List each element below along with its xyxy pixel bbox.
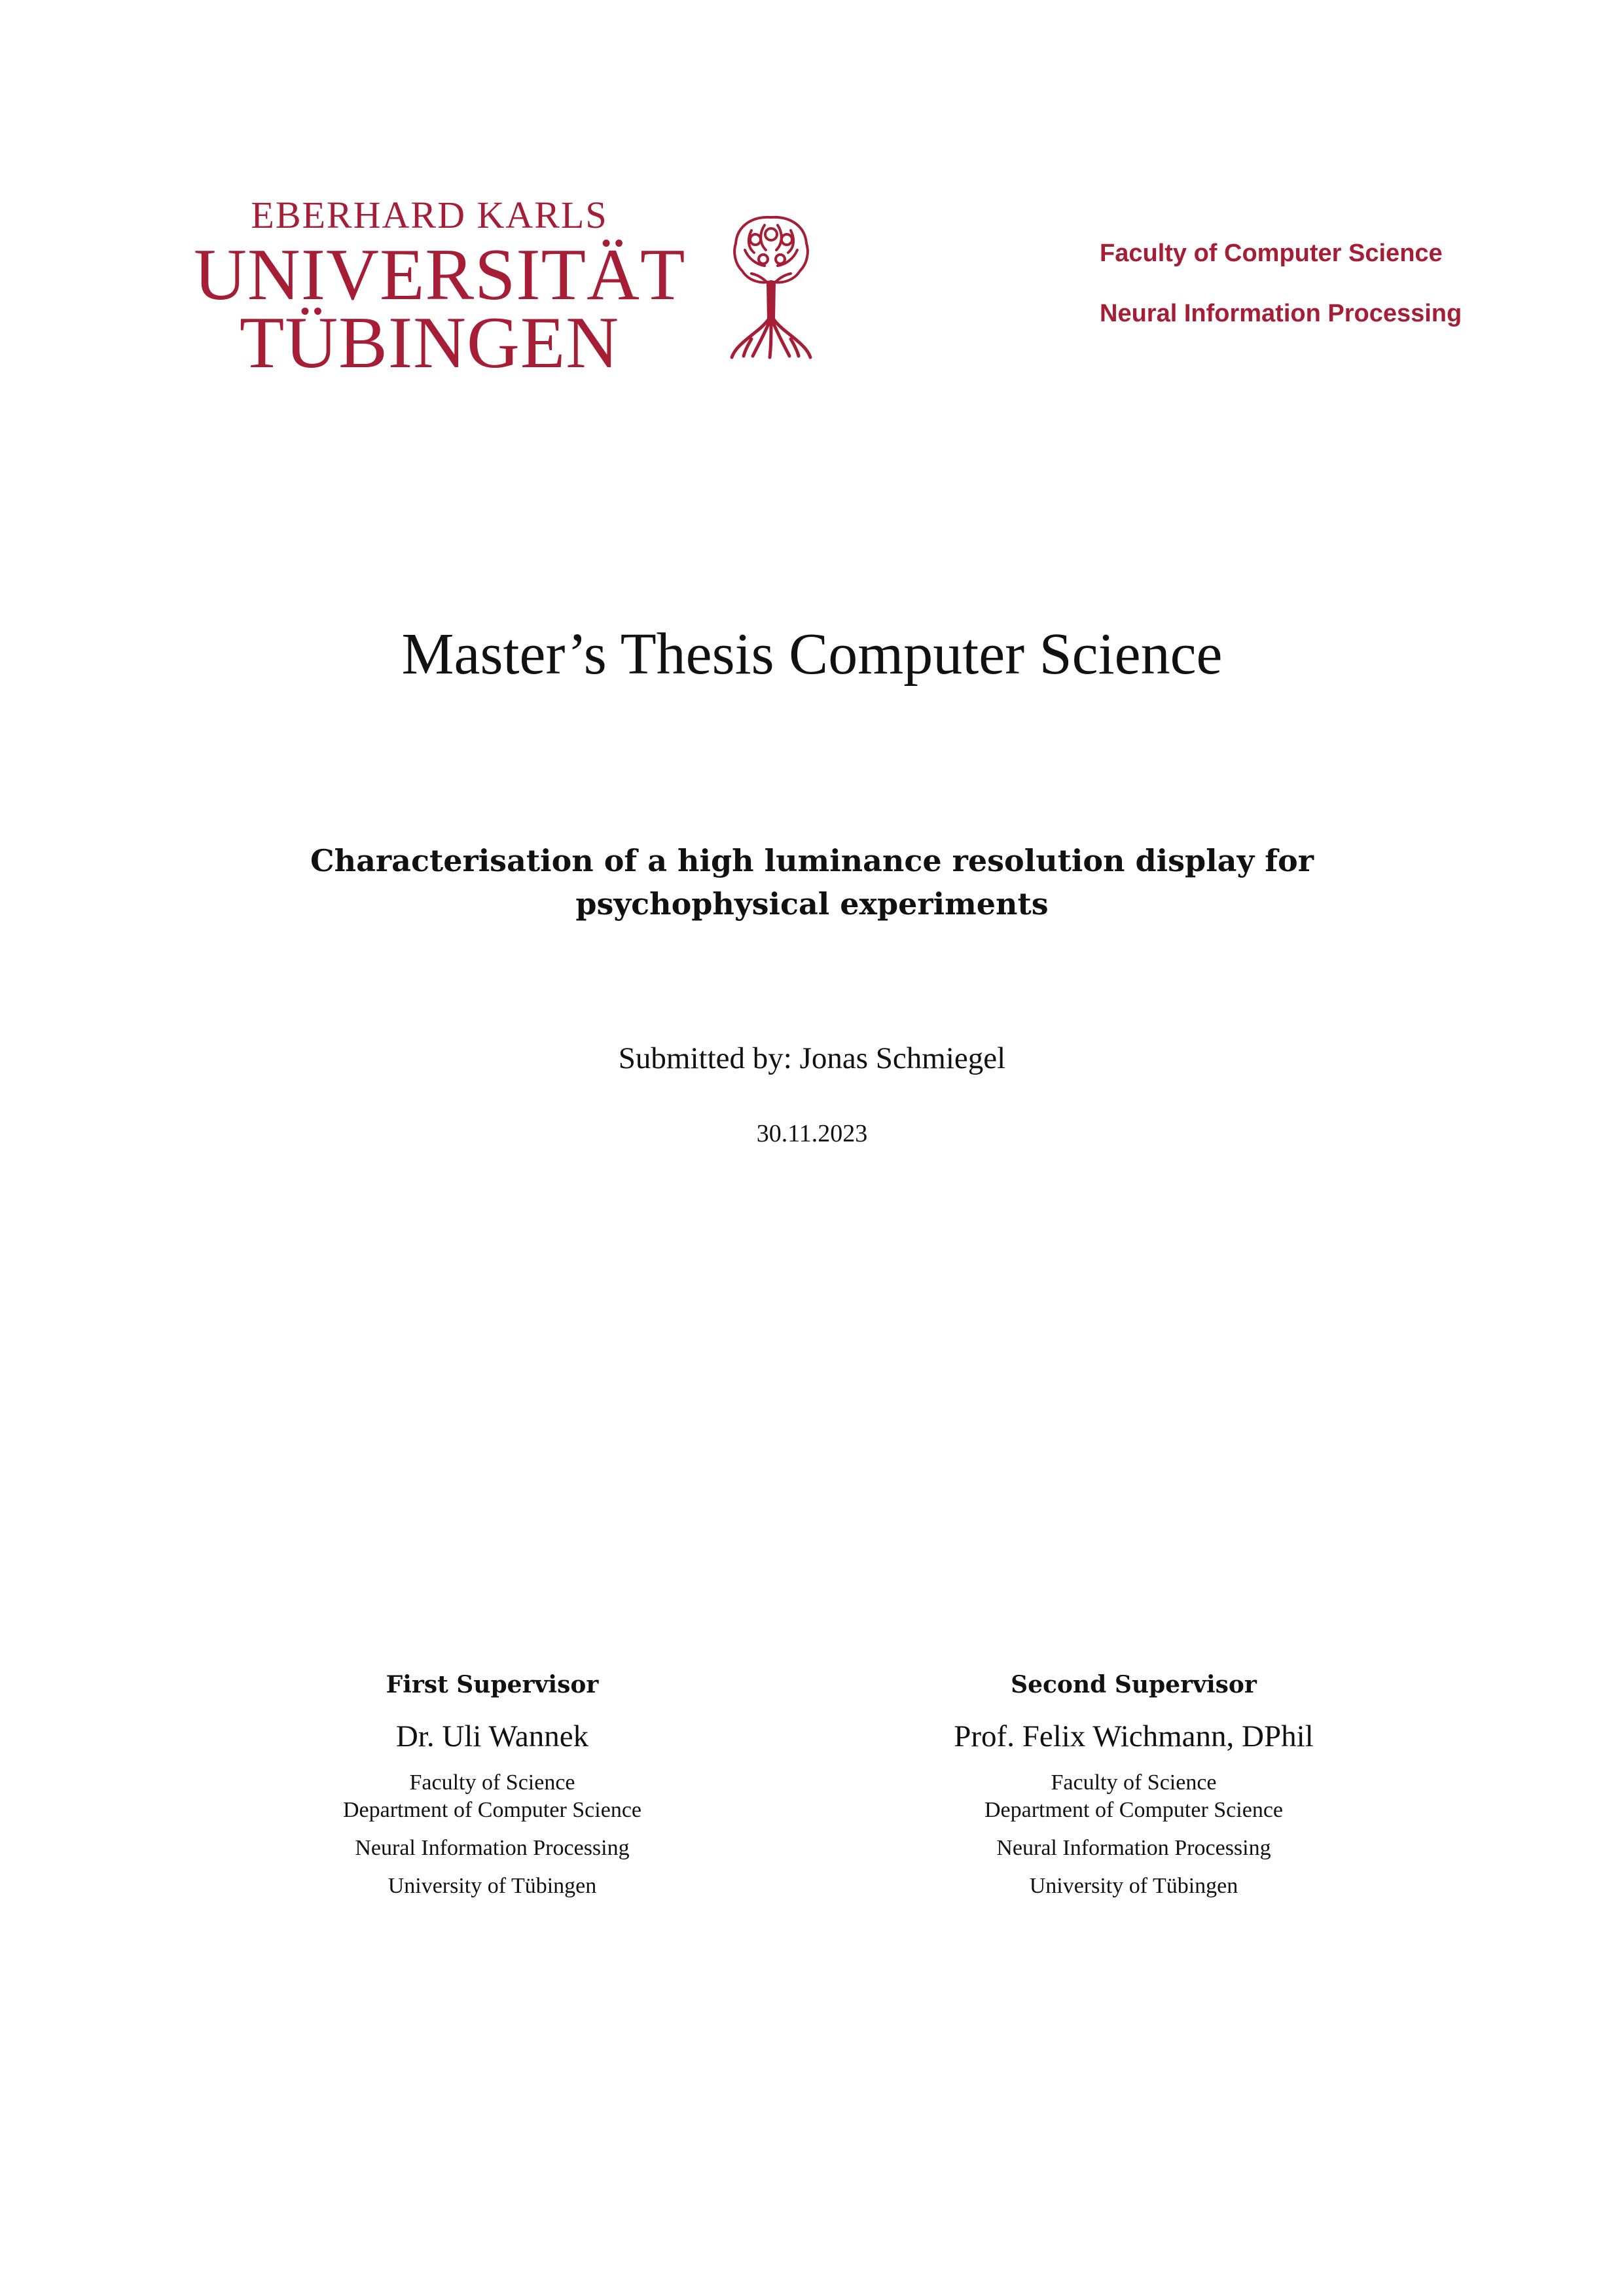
faculty-name: Faculty of Computer Science bbox=[1100, 240, 1443, 267]
supervisor-name: Dr. Uli Wannek bbox=[395, 1719, 589, 1753]
supervisor-role: Second Supervisor bbox=[1011, 1671, 1257, 1698]
supervisor-group: Neural Information Processing bbox=[355, 1836, 630, 1860]
group-name: Neural Information Processing bbox=[1100, 300, 1462, 327]
supervisor-department: Department of Computer Science bbox=[342, 1798, 641, 1822]
university-logo bbox=[194, 194, 686, 384]
thesis-title: Characterisation of a high luminance resolution display for psychophysical experiments bbox=[310, 843, 1314, 922]
first-supervisor-block bbox=[224, 1673, 761, 1900]
thesis-type-heading: Master’s Thesis Computer Science bbox=[401, 622, 1223, 687]
tree-seal-icon bbox=[725, 211, 817, 360]
supervisor-university: University of Tübingen bbox=[388, 1874, 597, 1898]
supervisor-faculty: Faculty of Science bbox=[409, 1770, 575, 1795]
logo-line-2: UNIVERSITÄT bbox=[194, 234, 686, 315]
logo-line-3: TÜBINGEN bbox=[239, 302, 620, 384]
logo-line-1: EBERHARD KARLS bbox=[251, 194, 608, 236]
submission-date: 30.11.2023 bbox=[756, 1120, 868, 1147]
second-supervisor-block bbox=[865, 1673, 1402, 1900]
supervisor-department: Department of Computer Science bbox=[984, 1798, 1283, 1822]
submitted-by: Submitted by: Jonas Schmiegel bbox=[618, 1041, 1006, 1075]
supervisor-group: Neural Information Processing bbox=[996, 1836, 1271, 1860]
faculty-header bbox=[1100, 241, 1462, 326]
supervisor-faculty: Faculty of Science bbox=[1051, 1770, 1217, 1795]
supervisor-university: University of Tübingen bbox=[1029, 1874, 1238, 1898]
supervisor-name: Prof. Felix Wichmann, DPhil bbox=[954, 1719, 1314, 1753]
supervisor-role: First Supervisor bbox=[386, 1671, 599, 1698]
